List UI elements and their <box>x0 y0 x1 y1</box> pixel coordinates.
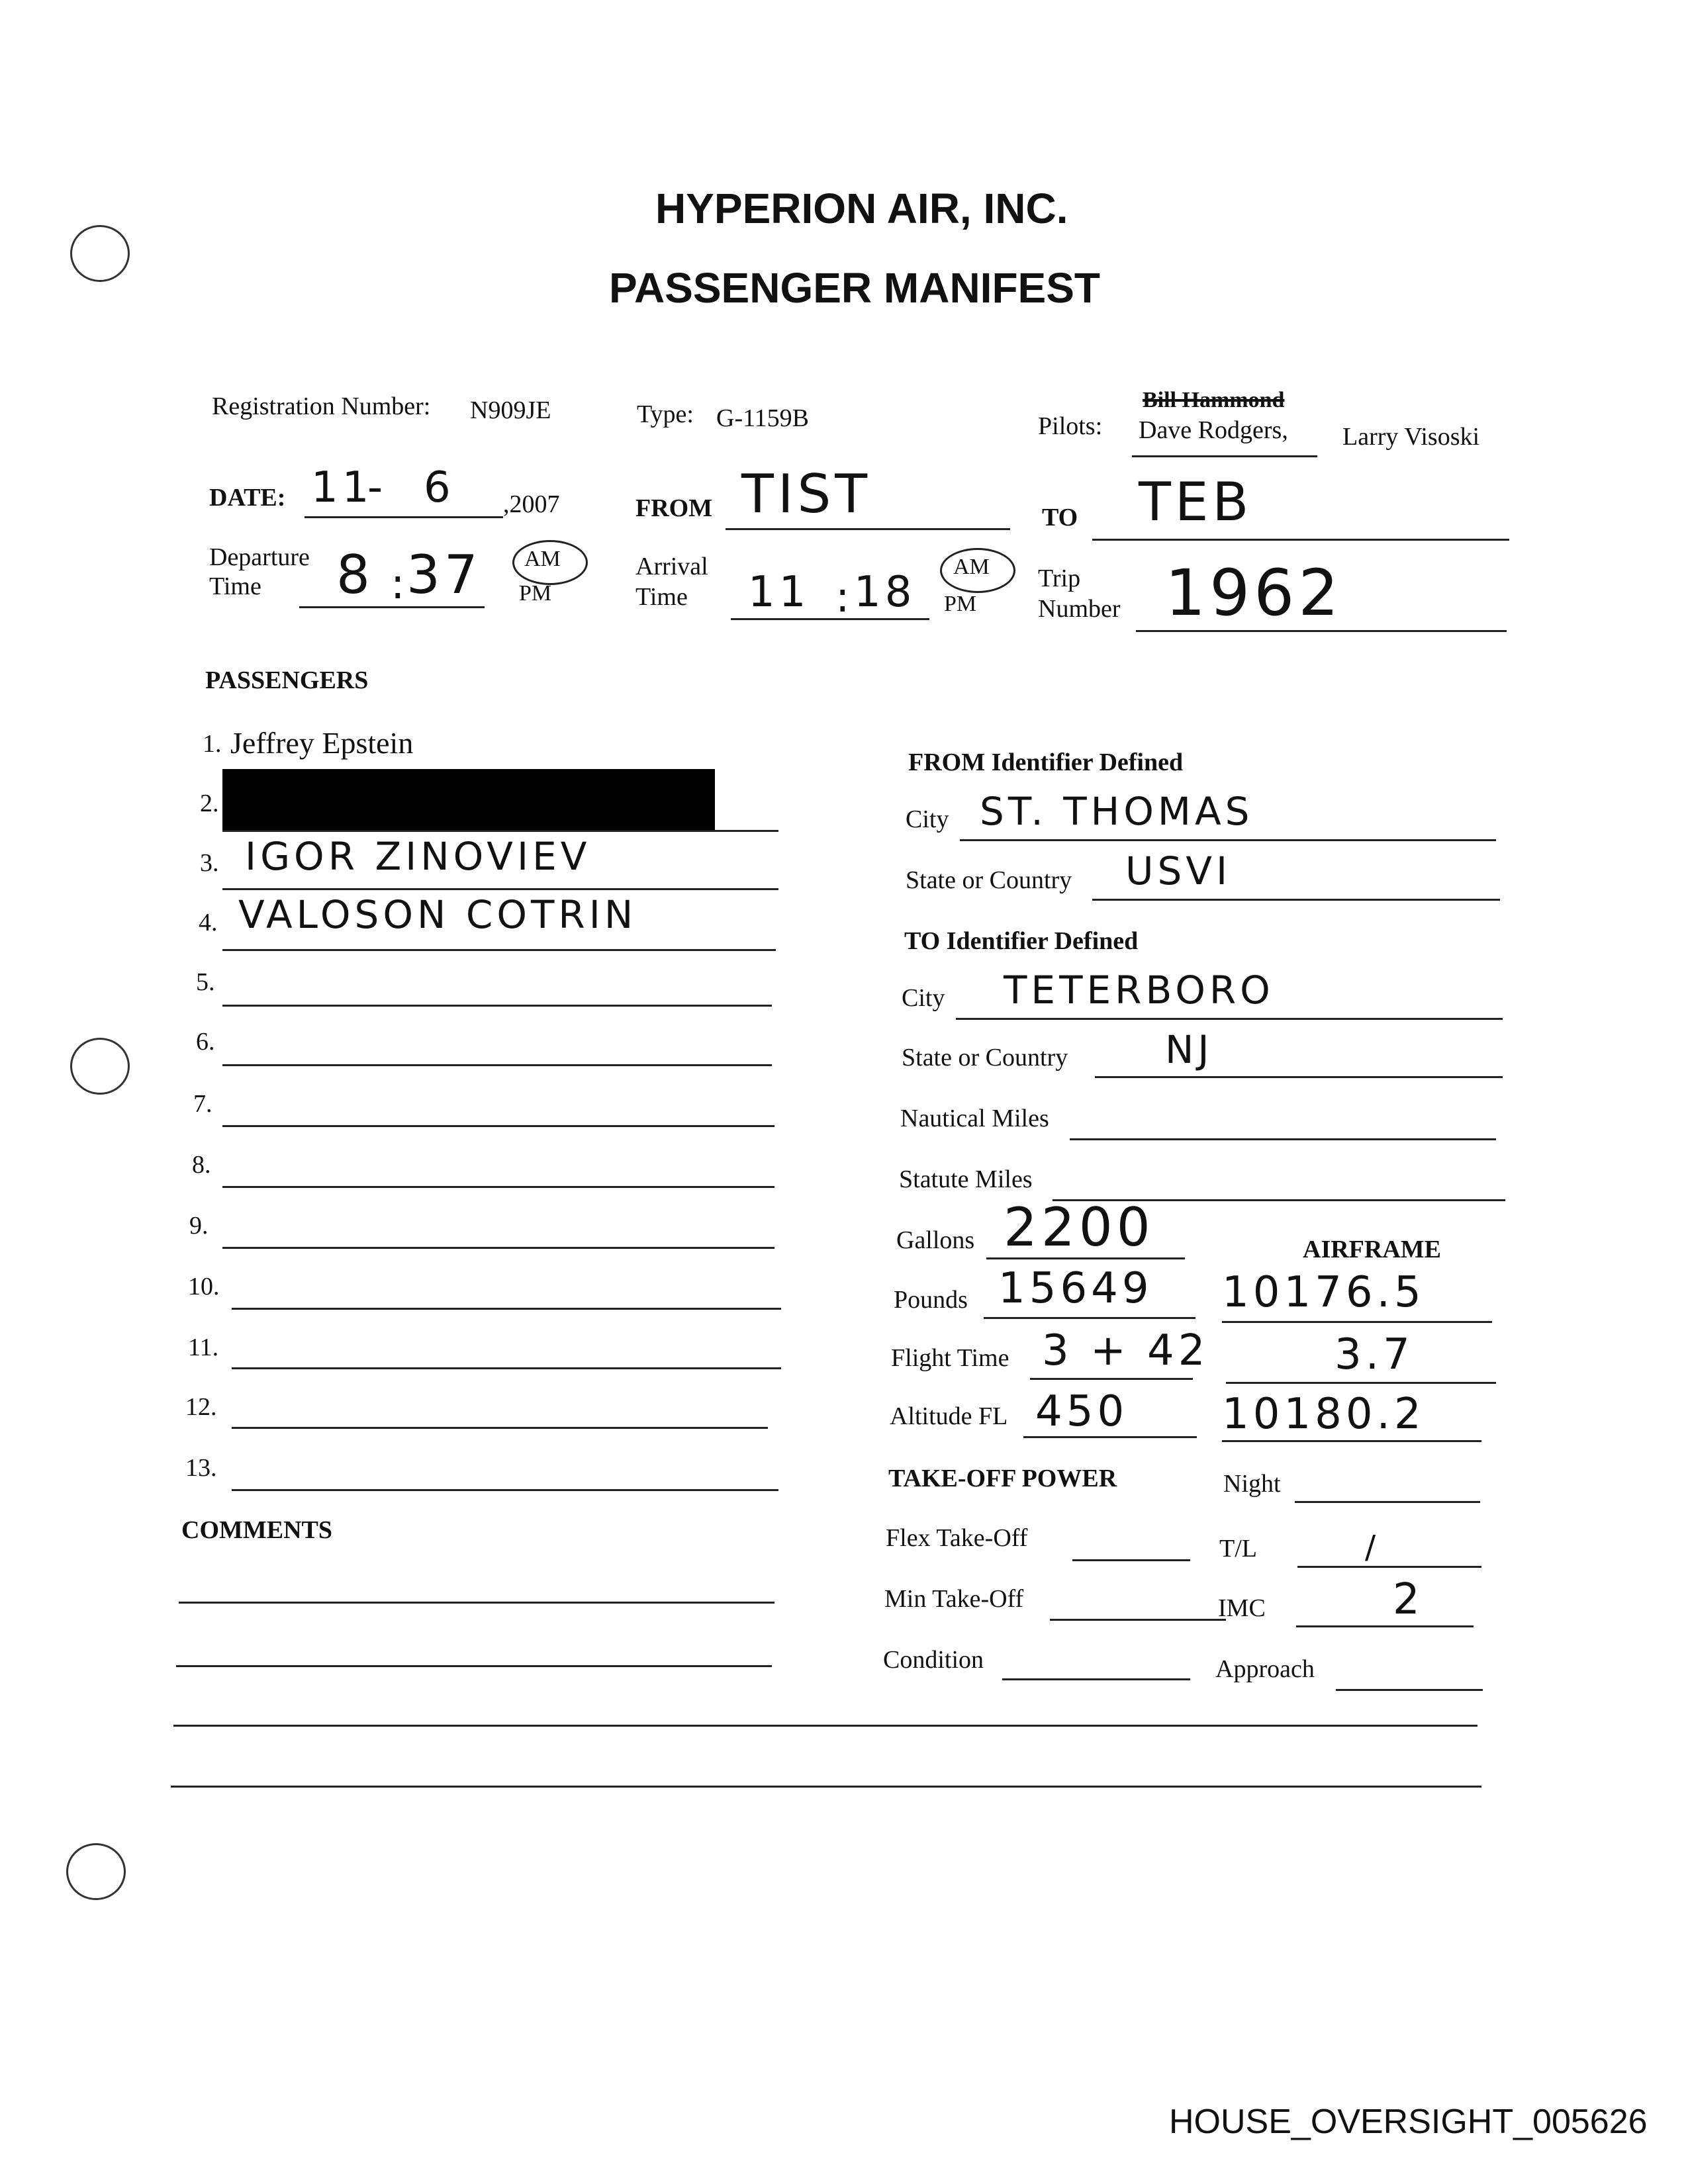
condition-underline <box>1002 1678 1190 1680</box>
airframe-underline-2 <box>1226 1382 1496 1384</box>
flight-time-label: Flight Time <box>891 1344 1009 1372</box>
date-sep: - <box>367 463 387 512</box>
company-name: HYPERION AIR, INC. <box>655 185 1068 232</box>
redaction-box <box>222 769 715 830</box>
comment-line <box>173 1725 1477 1727</box>
departure-colon: : <box>391 560 409 609</box>
arrival-pm: PM <box>944 592 977 616</box>
pilot-2: Larry Visoski <box>1342 423 1480 451</box>
date-label: DATE: <box>209 484 286 512</box>
statute-miles-label: Statute Miles <box>899 1165 1033 1193</box>
passenger-line <box>222 949 776 951</box>
departure-hour: 8 <box>336 544 374 606</box>
passenger-line <box>222 1005 772 1007</box>
passenger-num: 6. <box>196 1028 215 1056</box>
arrival-colon: : <box>835 573 854 622</box>
type-label: Type: <box>637 400 694 428</box>
arrival-hour: 11 <box>748 568 810 617</box>
airframe-underline-3 <box>1222 1440 1481 1442</box>
from-underline <box>726 528 1010 530</box>
pilot-struck: Bill Hammond <box>1143 388 1285 412</box>
to-state-value: NJ <box>1165 1027 1213 1072</box>
passenger-name: Jeffrey Epstein <box>230 726 414 760</box>
to-label: TO <box>1042 504 1078 531</box>
passenger-line <box>232 1489 778 1491</box>
altitude-label: Altitude FL <box>890 1402 1008 1430</box>
passenger-line <box>222 1186 774 1188</box>
tl-underline <box>1297 1566 1481 1568</box>
departure-min: 37 <box>406 544 482 606</box>
to-value: TEB <box>1139 471 1253 533</box>
flight-time-value: 3 + 42 <box>1042 1326 1209 1375</box>
pilot-1-underline <box>1132 455 1317 457</box>
bates-number: HOUSE_OVERSIGHT_005626 <box>1169 2103 1648 2141</box>
arrival-label-2: Time <box>635 583 688 611</box>
passenger-line <box>232 1427 768 1429</box>
to-city-value: TETERBORO <box>1004 968 1274 1013</box>
tl-label: T/L <box>1219 1535 1257 1563</box>
trip-label-2: Number <box>1038 595 1121 623</box>
comment-line <box>171 1786 1481 1788</box>
arrival-min: 18 <box>854 568 916 617</box>
from-state-label: State or Country <box>906 866 1072 894</box>
from-state-underline <box>1092 899 1500 901</box>
passenger-num: 2. <box>200 790 219 817</box>
to-city-underline <box>956 1018 1503 1020</box>
min-takeoff-label: Min Take-Off <box>884 1585 1024 1613</box>
passenger-name: VALOSON COTRIN <box>238 892 637 937</box>
trip-label-1: Trip <box>1038 565 1081 592</box>
passenger-line <box>222 888 778 890</box>
passenger-num: 11. <box>188 1334 219 1361</box>
comment-line <box>179 1602 774 1604</box>
passenger-line <box>222 1064 772 1066</box>
comment-line <box>176 1665 772 1667</box>
pilot-1: Dave Rodgers, <box>1139 416 1288 444</box>
passenger-num: 9. <box>189 1212 209 1240</box>
arrival-am: AM <box>953 555 990 579</box>
nautical-miles-underline <box>1070 1138 1496 1140</box>
punch-hole-bottom <box>66 1843 126 1900</box>
punch-hole-top <box>70 225 130 282</box>
date-day: 6 <box>424 463 455 512</box>
passenger-num: 12. <box>185 1393 217 1421</box>
to-underline <box>1092 539 1509 541</box>
date-year: ,2007 <box>503 490 560 518</box>
departure-label-1: Departure <box>209 543 310 571</box>
passenger-line <box>222 1247 774 1249</box>
approach-underline <box>1336 1689 1483 1691</box>
comments-heading: COMMENTS <box>181 1516 332 1544</box>
pounds-value: 15649 <box>998 1264 1153 1313</box>
nautical-miles-label: Nautical Miles <box>900 1105 1049 1132</box>
passenger-num: 5. <box>196 968 215 996</box>
registration-value: N909JE <box>470 396 551 424</box>
altitude-underline <box>1023 1436 1197 1438</box>
departure-underline <box>299 606 485 608</box>
trip-value: 1962 <box>1165 556 1343 630</box>
from-label: FROM <box>635 494 713 522</box>
altitude-value: 450 <box>1035 1387 1129 1436</box>
arrival-underline <box>731 618 929 620</box>
approach-label: Approach <box>1215 1655 1315 1683</box>
imc-label: IMC <box>1218 1594 1266 1622</box>
pounds-underline <box>984 1317 1196 1319</box>
to-state-label: State or Country <box>902 1044 1068 1071</box>
passenger-num: 13. <box>185 1454 217 1482</box>
condition-label: Condition <box>883 1646 984 1674</box>
departure-label-2: Time <box>209 572 261 600</box>
passenger-name: IGOR ZINOVIEV <box>245 834 591 879</box>
arrival-label-1: Arrival <box>635 553 708 580</box>
to-city-label: City <box>902 984 945 1012</box>
date-underline <box>305 516 503 518</box>
type-value: G-1159B <box>716 404 810 432</box>
airframe-underline-1 <box>1222 1321 1492 1323</box>
gallons-label: Gallons <box>896 1226 975 1254</box>
passenger-num: 7. <box>193 1090 212 1118</box>
imc-underline <box>1296 1625 1474 1627</box>
from-city-underline <box>960 839 1496 841</box>
pounds-label: Pounds <box>894 1286 968 1314</box>
pilots-label: Pilots: <box>1038 412 1103 440</box>
registration-label: Registration Number: <box>212 392 431 420</box>
flex-takeoff-underline <box>1072 1559 1190 1561</box>
tl-value: / <box>1365 1529 1380 1566</box>
airframe-value-3: 10180.2 <box>1222 1390 1425 1439</box>
passenger-line <box>222 830 778 832</box>
airframe-value-2: 3.7 <box>1335 1330 1414 1379</box>
imc-value: 2 <box>1393 1575 1424 1624</box>
airframe-label: AIRFRAME <box>1303 1236 1441 1263</box>
departure-am: AM <box>524 547 561 571</box>
date-month: 11 <box>311 463 373 512</box>
passenger-num: 8. <box>192 1151 211 1179</box>
gallons-value: 2200 <box>1004 1197 1154 1258</box>
night-label: Night <box>1223 1470 1281 1498</box>
to-identifier-heading: TO Identifier Defined <box>904 927 1139 955</box>
passenger-num: 1. <box>203 730 222 758</box>
passenger-num: 4. <box>199 909 218 936</box>
departure-pm: PM <box>519 581 552 606</box>
from-value: TIST <box>741 463 872 525</box>
punch-hole-middle <box>70 1038 130 1095</box>
airframe-value-1: 10176.5 <box>1222 1268 1425 1317</box>
trip-underline <box>1136 630 1507 632</box>
document-title: PASSENGER MANIFEST <box>609 264 1100 312</box>
gallons-underline <box>986 1257 1185 1259</box>
passengers-heading: PASSENGERS <box>205 666 369 694</box>
from-identifier-heading: FROM Identifier Defined <box>908 749 1184 776</box>
flight-time-underline <box>1030 1378 1193 1380</box>
passenger-line <box>232 1308 781 1310</box>
flex-takeoff-label: Flex Take-Off <box>886 1524 1028 1552</box>
passenger-line <box>232 1367 781 1369</box>
passenger-num: 10. <box>188 1273 220 1300</box>
passenger-num: 3. <box>200 849 219 877</box>
from-state-value: USVI <box>1125 848 1232 893</box>
passenger-line <box>222 1125 774 1127</box>
to-state-underline <box>1095 1076 1503 1078</box>
takeoff-power-label: TAKE-OFF POWER <box>888 1465 1117 1492</box>
night-underline <box>1295 1501 1480 1503</box>
min-takeoff-underline <box>1050 1619 1226 1621</box>
from-city-value: ST. THOMAS <box>980 789 1254 834</box>
from-city-label: City <box>906 805 949 833</box>
